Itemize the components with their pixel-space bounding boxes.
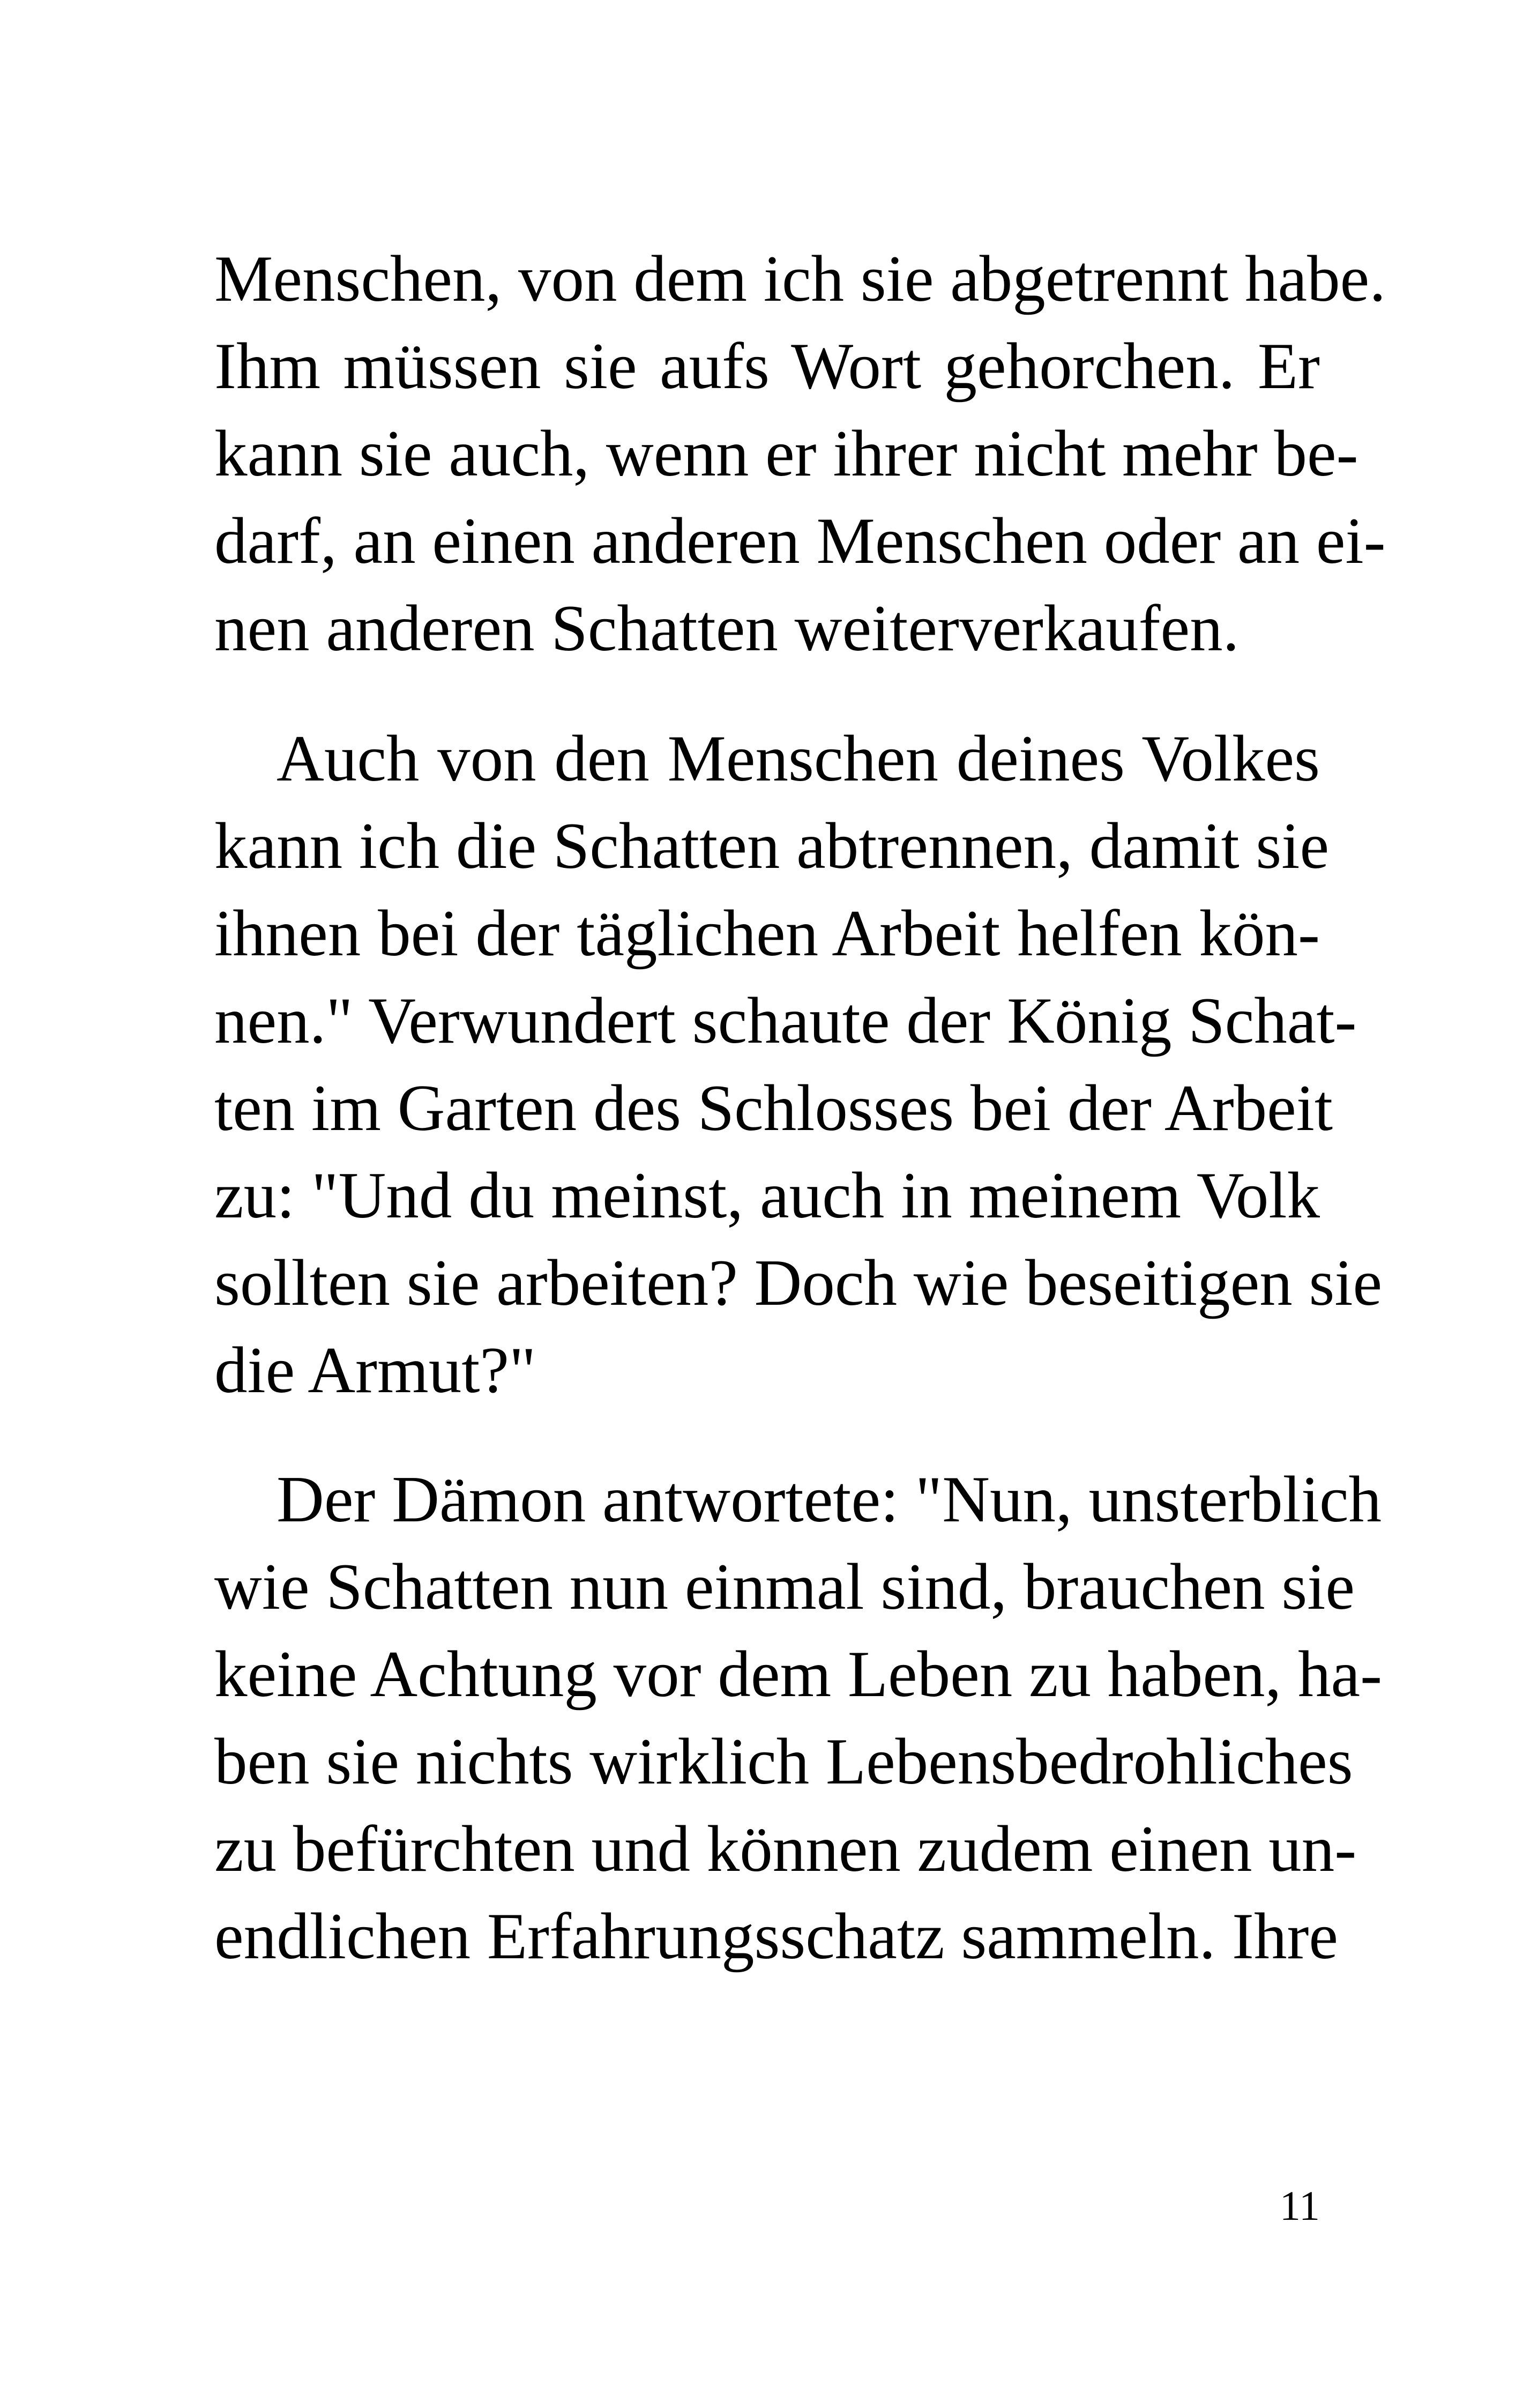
text-line: keine Achtung vor dem Leben zu haben, ha-: [214, 1637, 1383, 1711]
text-line: wie Schatten nun einmal sind, brauchen sie: [214, 1550, 1355, 1623]
text-line: die Armut?": [214, 1333, 536, 1407]
text-line: Der Dämon antwortete: "Nun, unsterblich: [277, 1462, 1382, 1536]
text-line: nen." Verwundert schaute der König Schat-: [214, 984, 1357, 1057]
text-line: nen anderen Schatten weiterverkaufen.: [214, 591, 1240, 665]
text-line: darf, an einen anderen Menschen oder an ei-: [214, 504, 1386, 577]
text-line: sollten sie arbeiten? Doch wie beseitigen sie: [214, 1246, 1383, 1319]
text-line: ben sie nichts wirklich Lebensbedrohliches: [214, 1725, 1353, 1798]
paragraph-1: [214, 235, 1386, 672]
text-line: kann sie auch, wenn er ihrer nicht mehr be-: [214, 417, 1358, 490]
text-line: endlichen Erfahrungsschatz sammeln. Ihre: [214, 1899, 1339, 1973]
text-line: zu befürchten und können zudem einen un-: [214, 1812, 1357, 1885]
text-line: zu: "Und du meinst, auch in meinem Volk: [214, 1158, 1320, 1232]
text-line: Menschen, von dem ich sie abgetrennt habe.: [214, 242, 1386, 315]
page-number: 11: [1279, 2182, 1320, 2229]
text-line: kann ich die Schatten abtrennen, damit sie: [214, 809, 1330, 882]
text-line: ten im Garten des Schlosses bei der Arbeit: [214, 1071, 1333, 1144]
text-line: Auch von den Menschen deines Volkes: [277, 722, 1320, 795]
text-line: ihnen bei der täglichen Arbeit helfen kön-: [214, 896, 1320, 970]
text-line: Ihm müssen sie aufs Wort gehorchen. Er: [214, 329, 1320, 403]
paragraph-3: [214, 1455, 1383, 1980]
paragraph-2: [214, 715, 1383, 1414]
